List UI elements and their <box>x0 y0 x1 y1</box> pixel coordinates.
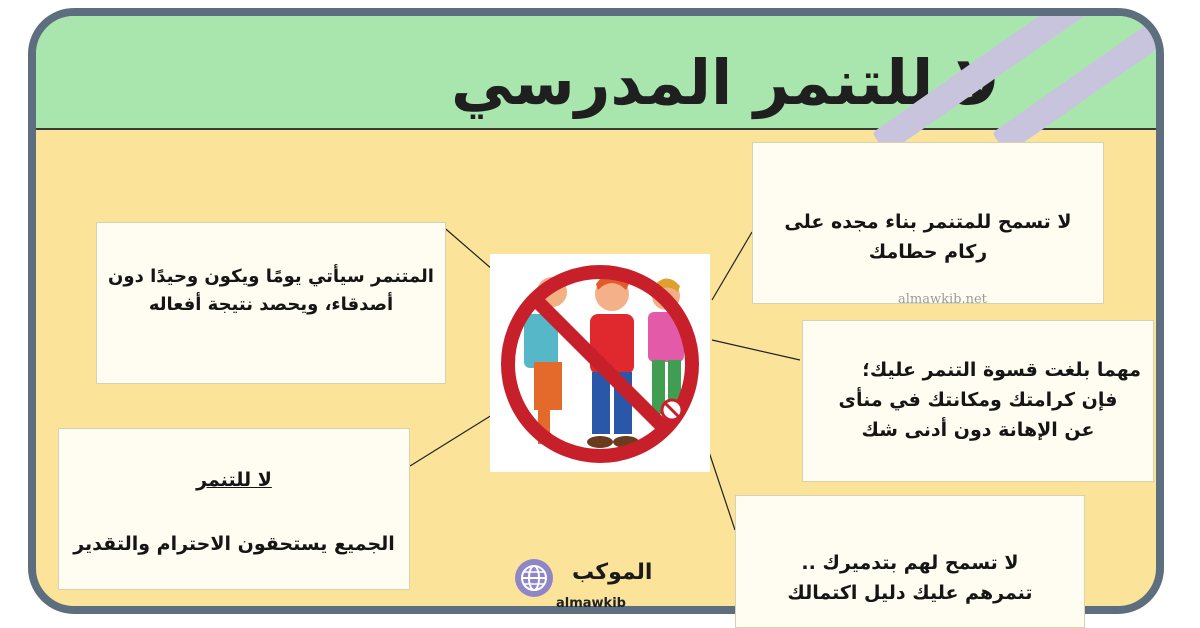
text-box-top-right <box>752 142 1104 304</box>
logo-subtitle: almawkib <box>556 596 626 611</box>
box-heading: لا للتنمر <box>196 469 272 491</box>
connector-line <box>712 340 800 360</box>
text-box-top-left <box>96 222 446 384</box>
box-line: لا تسمح لهم بتدميرك .. <box>801 552 1019 574</box>
brand-logo <box>512 556 692 620</box>
box-text: لا تسمح للمتنمر بناء مجده على ركام حطامك <box>784 211 1072 263</box>
box-line: عن الإهانة دون أدنى شك <box>861 419 1095 441</box>
anti-bullying-illustration <box>490 254 710 472</box>
globe-icon <box>514 558 554 598</box>
box-text: الجميع يستحقون الاحترام والتقدير <box>73 533 395 555</box>
logo-name: الموكب <box>572 560 653 585</box>
page-title: لا للتنمر المدرسي <box>451 46 1001 119</box>
text-box-bottom-left <box>58 428 410 590</box>
connector-line <box>410 410 500 466</box>
box-line: فإن كرامتك ومكانتك في منأى <box>838 389 1118 411</box>
text-box-bottom-right <box>735 495 1085 628</box>
box-line: تنمرهم عليك دليل اكتمالك <box>787 582 1033 604</box>
site-watermark: almawkib.net <box>898 292 987 307</box>
box-line: أصدقاء، ويحصد نتيجة أفعاله <box>148 294 394 315</box>
box-line: المتنمر سيأتي يومًا ويكون وحيدًا دون <box>108 266 434 287</box>
box-line: مهما بلغت قسوة التنمر عليك؛ <box>862 359 1141 381</box>
text-box-middle-right <box>802 320 1154 482</box>
connector-line <box>712 232 752 300</box>
